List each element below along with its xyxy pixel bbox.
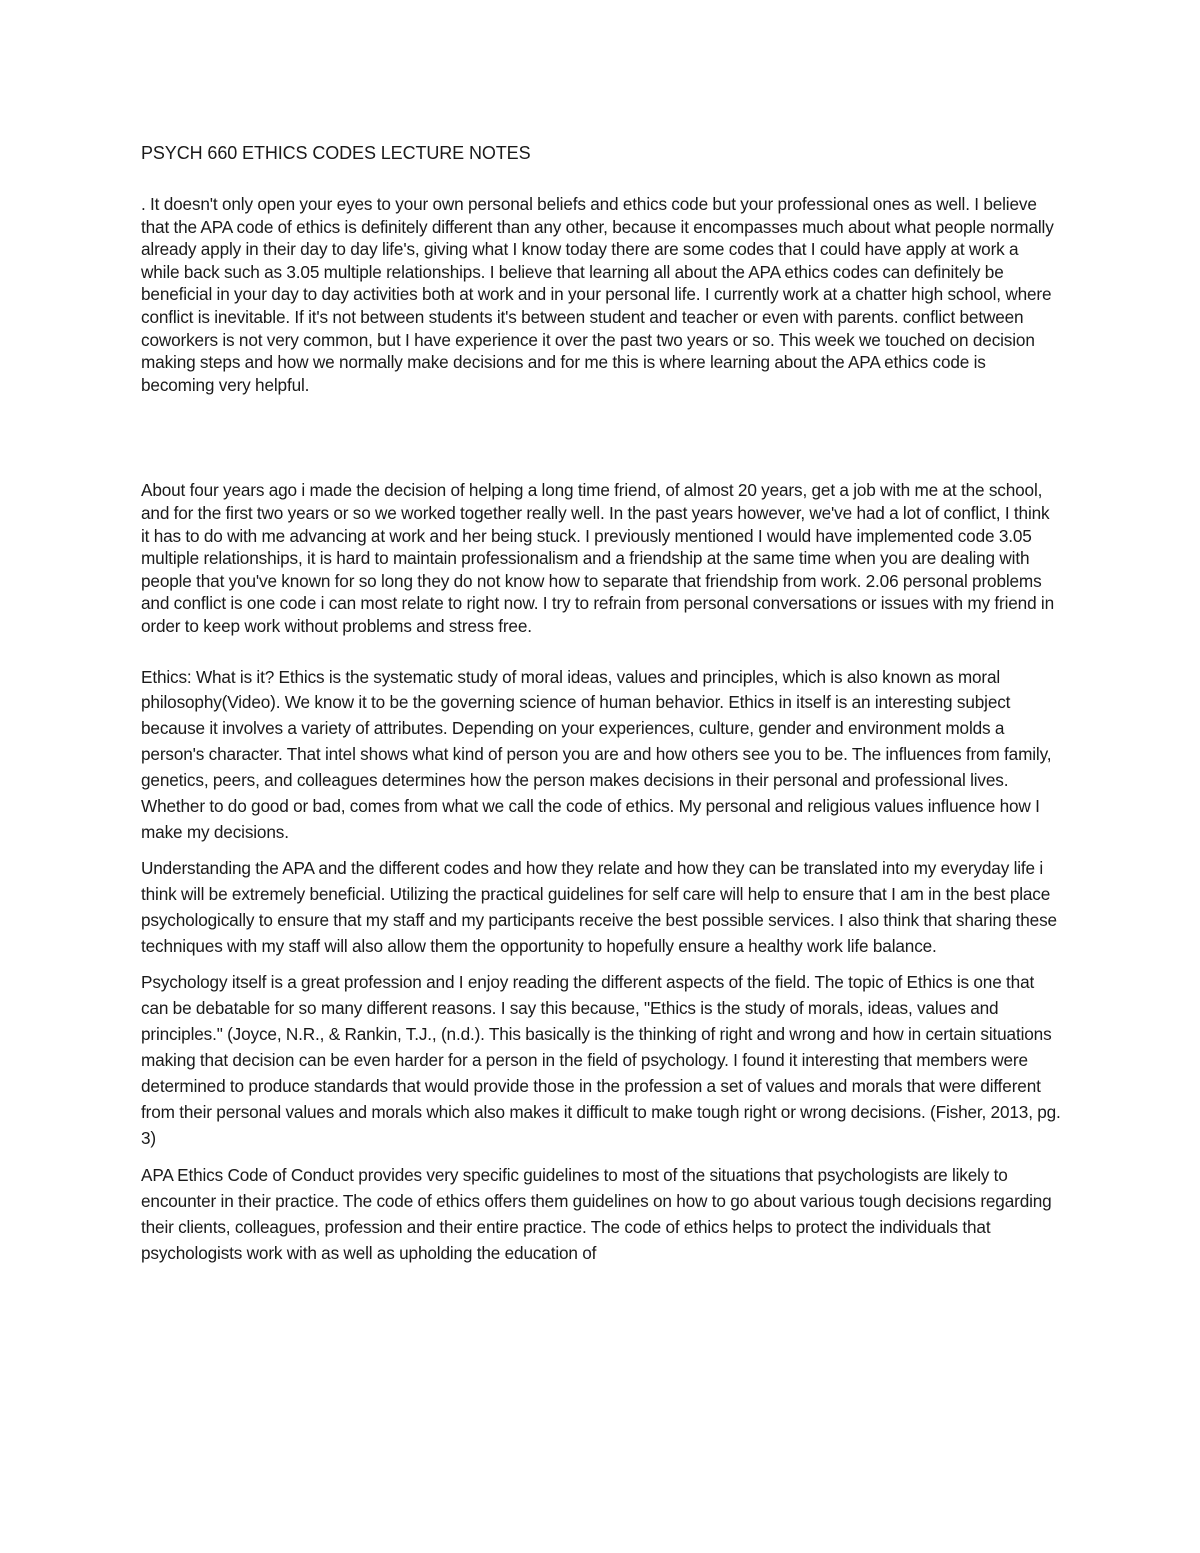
document-title: PSYCH 660 ETHICS CODES LECTURE NOTES: [141, 143, 531, 163]
document-page: [141, 142, 1061, 1266]
paragraph-psychology-profession: Psychology itself is a great profession and I enjoy reading the different aspects of the field. The topic of Ethics is one that can be debatable for so many different reasons. I say this because, "Ethics is the study of morals, ideas, values and principles." (Joyce, N.R., & Rankin, T.J., (n.d.). This basically is the thinking of right and wrong and how in certain situations making that decision can be even harder for a person in the field of psychology. I found it interesting that members were determined to produce standards that would provide those in the profession a set of values and morals that were different from their personal values and morals which also makes it difficult to make tough right or wrong decisions. (Fisher, 2013, pg. 3): [141, 972, 1061, 1148]
paragraph-understanding-apa: Understanding the APA and the different codes and how they relate and how they can be translated into my everyday life i think will be extremely beneficial. Utilizing the practical guidelines for self care will help to ensure that I am in the best place psychologically to ensure that my staff and my participants receive the best possible services. I also think that sharing these techniques with my staff will also allow them the opportunity to hopefully ensure a healthy work life balance.: [141, 857, 1057, 956]
paragraph-ethics-definition: Ethics: What is it? Ethics is the systematic study of moral ideas, values and principles, which is also known as moral philosophy(Video). We know it to be the governing science of human behavior. Ethics in itself is an interesting subject because it involves a variety of attributes. Depending on your experiences, culture, gender and environment molds a person's character. That intel shows what kind of person you are and how others see you to be. The influences from family, genetics, peers, and colleagues determines how the person makes decisions in their personal and professional lives. Whether to do good or bad, comes from what we call the code of ethics. My personal and religious values influence how I make my decisions.: [141, 666, 1052, 842]
paragraph-reflection-apa-codes: . It doesn't only open your eyes to your own personal beliefs and ethics code but your professional ones as well. I believe that the APA code of ethics is definitely different than any other, because it encompasses much about what people normally already apply in their day to day life's, giving what I know today there are some codes that I could have apply at work a while back such as 3.05 multiple relationships. I believe that learning all about the APA ethics codes can definitely be beneficial in your day to day activities both at work and in your personal life. I currently work at a chatter high school, where conflict is inevitable. If it's not between students it's between student and teacher or even with parents. conflict between coworkers is not very common, but I have experience it over the past two years or so. This week we touched on decision making steps and how we normally make decisions and for me this is where learning about the APA ethics code is becoming very helpful.: [141, 194, 1054, 395]
paragraph-friend-conflict: About four years ago i made the decision of helping a long time friend, of almost 20 years, get a job with me at the school, and for the first two years or so we worked together really well. In the past years however, we've had a lot of conflict, I think it has to do with me advancing at work and her being stuck. I previously mentioned I would have implemented code 3.05 multiple relationships, it is hard to maintain professionalism and a friendship at the same time when you are dealing with people that you've known for so long they do not know how to separate that friendship from work. 2.06 personal problems and conflict is one code i can most relate to right now. I try to refrain from personal conversations or issues with my friend in order to keep work without problems and stress free.: [141, 480, 1054, 636]
paragraph-apa-code-of-conduct: APA Ethics Code of Conduct provides very specific guidelines to most of the situations that psychologists are likely to encounter in their practice. The code of ethics offers them guidelines on how to go about various tough decisions regarding their clients, colleagues, profession and their entire practice. The code of ethics helps to protect the individuals that psychologists work with as well as upholding the education of: [141, 1164, 1052, 1263]
